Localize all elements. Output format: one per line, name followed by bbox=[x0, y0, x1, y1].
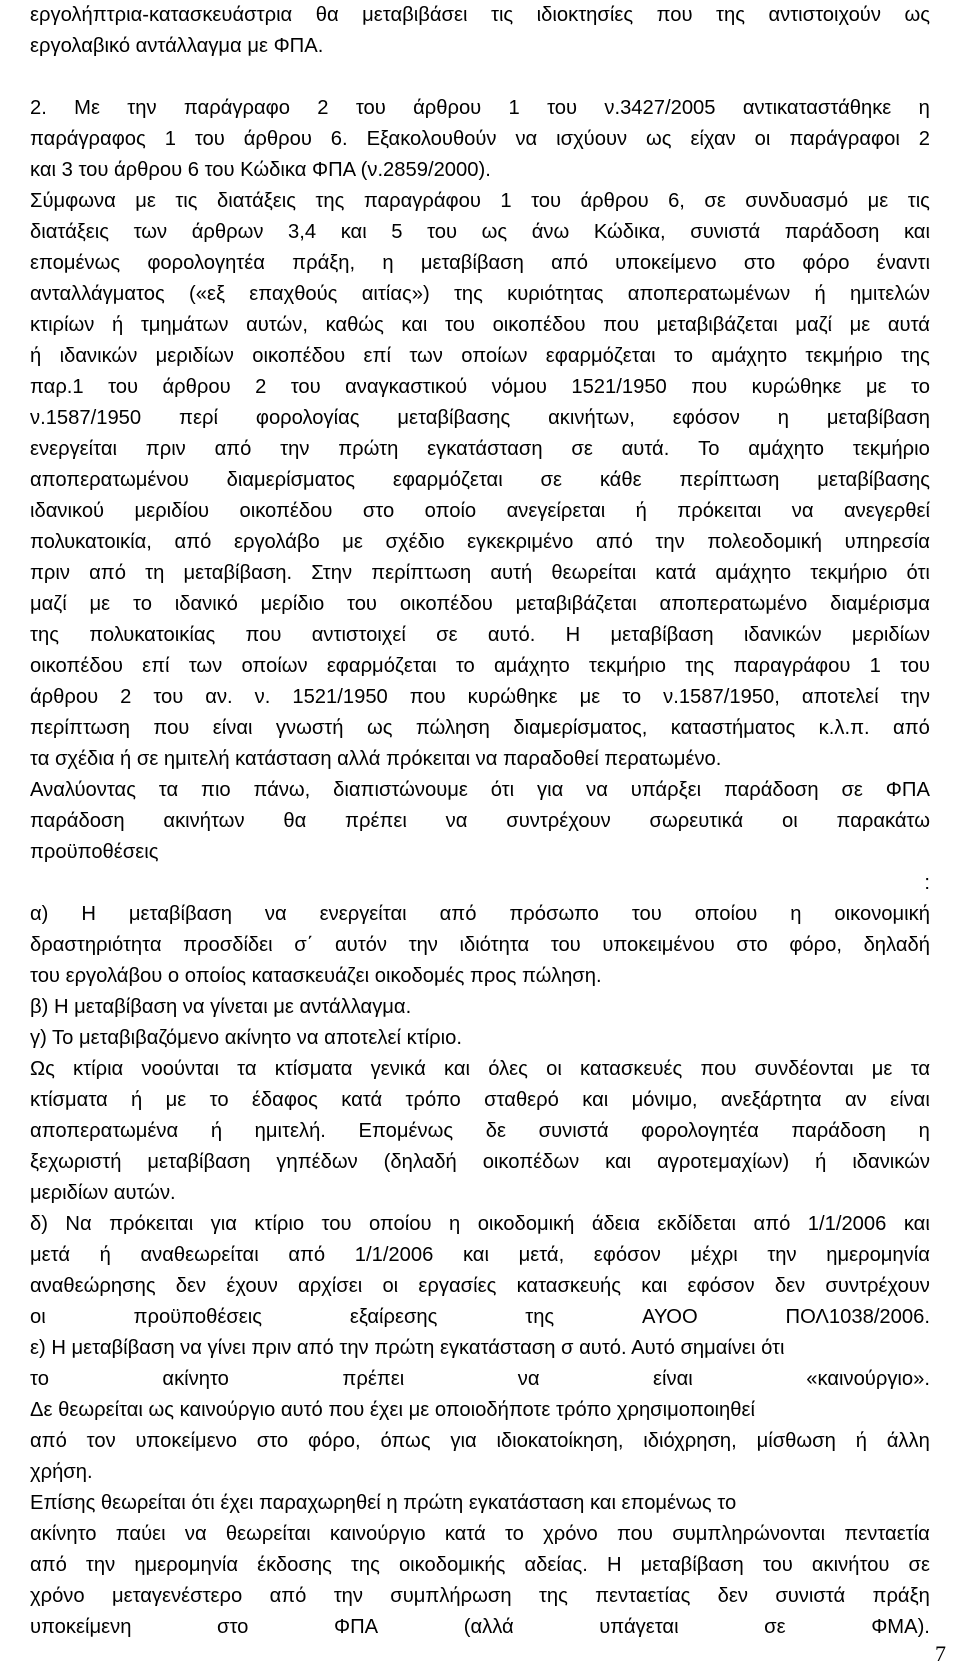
text-line: χρόνο μεταγενέστερο από την συμπλήρωση της πενταετίας δεν συνιστά πράξη bbox=[30, 1585, 930, 1607]
text-line: Σύμφωνα με τις διατάξεις της παραγράφου 1 του άρθρου 6, σε συνδυασμό με τις bbox=[30, 190, 930, 212]
text-line: γ) Το μεταβιβαζόμενο ακίνητο να αποτελεί κτίριο. bbox=[30, 1027, 462, 1049]
text-line: ακίνητο παύει να θεωρείται καινούργιο κατά το χρόνο που συμπληρώνονται πενταετία bbox=[30, 1523, 930, 1545]
text-line: Ως κτίρια νοούνται τα κτίσματα γενικά και όλες οι κατασκευές που συνδέονται με τα bbox=[30, 1058, 930, 1080]
text-line: παράγραφος 1 του άρθρου 6. Εξακολουθούν να ισχύουν ως είχαν οι παράγραφοι 2 bbox=[30, 128, 930, 150]
text-line: χρήση. bbox=[30, 1461, 93, 1483]
text-line: ανταλλάγματος («εξ επαχθούς αιτίας») της κυριότητας αποπερατωμένων ή ημιτελών bbox=[30, 283, 930, 305]
text-line: άρθρου 2 του αν. ν. 1521/1950 που κυρώθηκε με το ν.1587/1950, αποτελεί την bbox=[30, 686, 930, 708]
text-line: αποπερατωμένα ή ημιτελή. Επομένως δε συνιστά φορολογητέα παράδοση η bbox=[30, 1120, 930, 1142]
text-line: παρ.1 του άρθρου 2 του αναγκαστικού νόμου 1521/1950 που κυρώθηκε με το bbox=[30, 376, 930, 398]
text-line: μεριδίων αυτών. bbox=[30, 1182, 176, 1204]
text-line: τα σχέδια ή σε ημιτελή κατάσταση αλλά πρόκειται να παραδοθεί περατωμένο. bbox=[30, 748, 722, 770]
text-line: Αναλύοντας τα πιο πάνω, διαπιστώνουμε ότι για να υπάρξει παράδοση σε ΦΠΑ bbox=[30, 779, 930, 801]
text-line: β) Η μεταβίβαση να γίνεται με αντάλλαγμα. bbox=[30, 996, 412, 1018]
text-line: δραστηριότητα προσδίδει σ΄ αυτόν την ιδιότητα του υποκειμένου στο φόρο, δηλαδή bbox=[30, 934, 930, 956]
text-line: από την ημερομηνία έκδοσης της οικοδομικής αδείας. Η μεταβίβαση του ακινήτου σε bbox=[30, 1554, 930, 1576]
text-line: ιδανικού μεριδίου οικοπέδου στο οποίο ανεγείρεται ή πρόκειται να ανεγερθεί bbox=[30, 500, 930, 522]
text-line: ε) Η μεταβίβαση να γίνει πριν από την πρώτη εγκατάσταση σ αυτό. Αυτό σημαίνει ότι bbox=[30, 1337, 785, 1359]
blank-line bbox=[30, 62, 930, 93]
text-line: αποπερατωμένου διαμερίσματος εφαρμόζεται σε κάθε περίπτωση μεταβίβασης bbox=[30, 469, 930, 491]
document-page bbox=[30, 0, 930, 1643]
text-line: πριν από τη μεταβίβαση. Στην περίπτωση αυτή θεωρείται κατά αμάχητο τεκμήριο ότι bbox=[30, 562, 930, 584]
text-line: από τον υποκείμενο στο φόρο, όπως για ιδιοκατοίκηση, ιδιόχρηση, μίσθωση ή άλλη bbox=[30, 1430, 930, 1452]
text-line: υποκείμενη στο ΦΠΑ (αλλά υπάγεται σε ΦΜΑ). bbox=[30, 1616, 930, 1638]
text-line: και 3 του άρθρου 6 του Κώδικα ΦΠΑ (ν.2859/2000). bbox=[30, 159, 491, 181]
text-line: της πολυκατοικίας που αντιστοιχεί σε αυτό. Η μεταβίβαση ιδανικών μεριδίων bbox=[30, 624, 930, 646]
text-line: κτιρίων ή τμημάτων αυτών, καθώς και του οικοπέδου που μεταβιβάζεται μαζί με αυτά bbox=[30, 314, 930, 336]
text-line: του εργολάβου ο οποίος κατασκευάζει οικοδομές προς πώληση. bbox=[30, 965, 602, 987]
text-line: προϋποθέσεις bbox=[30, 841, 159, 863]
text-line: δ) Να πρόκειται για κτίριο του οποίου η οικοδομική άδεια εκδίδεται από 1/1/2006 και bbox=[30, 1213, 930, 1235]
text-line: μαζί με το ιδανικό μερίδιο του οικοπέδου μεταβιβάζεται αποπερατωμένο διαμέρισμα bbox=[30, 593, 930, 615]
text-line: κτίσματα ή με το έδαφος κατά τρόπο σταθερό και μόνιμο, ανεξάρτητα αν είναι bbox=[30, 1089, 930, 1111]
page-number: 7 bbox=[935, 1641, 946, 1666]
text-line: Δε θεωρείται ως καινούργιο αυτό που έχει με οποιοδήποτε τρόπο χρησιμοποιηθεί bbox=[30, 1399, 755, 1421]
text-line: αναθεώρησης δεν έχουν αρχίσει οι εργασίες κατασκευής και εφόσον δεν συντρέχουν bbox=[30, 1275, 930, 1297]
text-line: α) Η μεταβίβαση να ενεργείται από πρόσωπο του οποίου η οικονομική bbox=[30, 903, 930, 925]
text-line: 2. Με την παράγραφο 2 του άρθρου 1 του ν.3427/2005 αντικαταστάθηκε η bbox=[30, 97, 930, 119]
text-line: οικοπέδου επί των οποίων εφαρμόζεται το αμάχητο τεκμήριο της παραγράφου 1 του bbox=[30, 655, 930, 677]
text-line: εργολήπτρια-κατασκευάστρια θα μεταβιβάσει τις ιδιοκτησίες που της αντιστοιχούν ως bbox=[30, 4, 930, 26]
text-line: περίπτωση που είναι γνωστή ως πώληση διαμερίσματος, καταστήματος κ.λ.π. από bbox=[30, 717, 930, 739]
text-line: οι προϋποθέσεις εξαίρεσης της ΑΥΟΟ ΠΟΛ1038/2006. bbox=[30, 1306, 930, 1328]
text-line: Επίσης θεωρείται ότι έχει παραχωρηθεί η πρώτη εγκατάσταση και επομένως το bbox=[30, 1492, 737, 1514]
text-line: ή ιδανικών μεριδίων οικοπέδου επί των οποίων εφαρμόζεται το αμάχητο τεκμήριο της bbox=[30, 345, 930, 367]
text-line: εργολαβικό αντάλλαγμα με ΦΠΑ. bbox=[30, 35, 324, 57]
text-line: επομένως φορολογητέα πράξη, η μεταβίβαση από υποκείμενο στο φόρο έναντι bbox=[30, 252, 930, 274]
text-line: μετά ή αναθεωρείται από 1/1/2006 και μετά, εφόσον μέχρι την ημερομηνία bbox=[30, 1244, 930, 1266]
text-line: : bbox=[924, 872, 930, 894]
text-line: ν.1587/1950 περί φορολογίας μεταβίβασης ακινήτων, εφόσον η μεταβίβαση bbox=[30, 407, 930, 429]
text-line: ξεχωριστή μεταβίβαση γηπέδων (δηλαδή οικοπέδων και αγροτεμαχίων) ή ιδανικών bbox=[30, 1151, 930, 1173]
text-line: πολυκατοικία, από εργολάβο με σχέδιο εγκεκριμένο από την πολεοδομική υπηρεσία bbox=[30, 531, 930, 553]
text-line: το ακίνητο πρέπει να είναι «καινούργιο». bbox=[30, 1368, 930, 1390]
text-line: παράδοση ακινήτων θα πρέπει να συντρέχουν σωρευτικά οι παρακάτω bbox=[30, 810, 930, 832]
text-line: διατάξεις των άρθρων 3,4 και 5 του ως άνω Κώδικα, συνιστά παράδοση και bbox=[30, 221, 930, 243]
text-line: ενεργείται πριν από την πρώτη εγκατάσταση σε αυτά. Το αμάχητο τεκμήριο bbox=[30, 438, 930, 460]
